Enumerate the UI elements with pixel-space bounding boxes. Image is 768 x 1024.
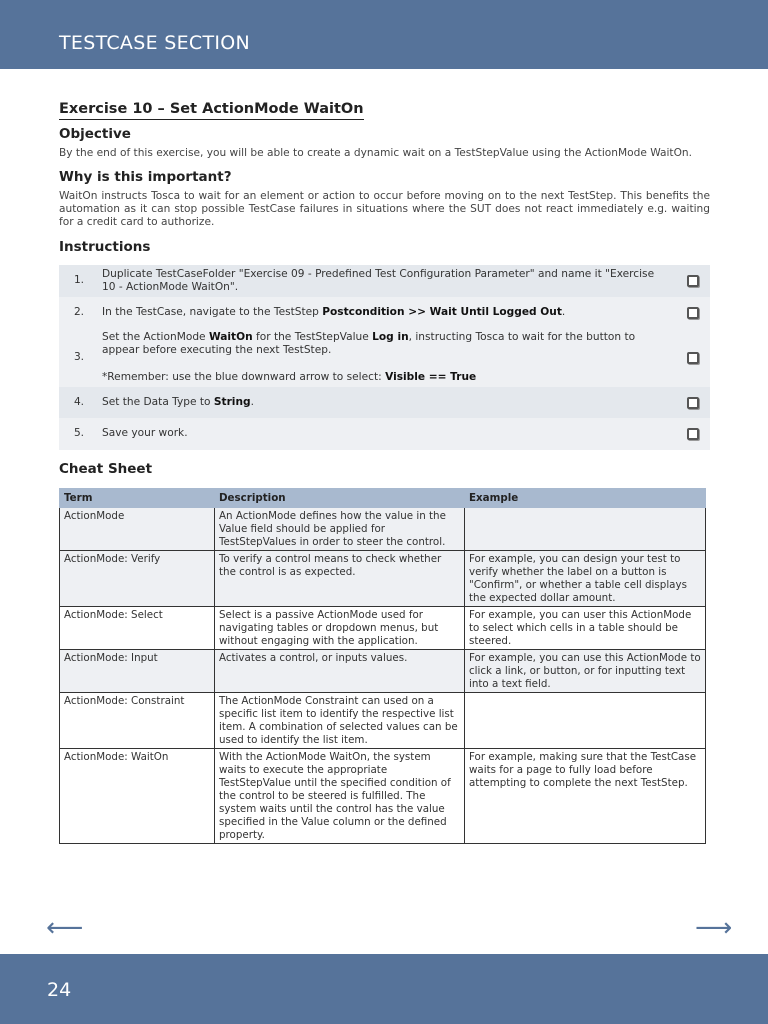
step-number: 1. — [73, 274, 85, 287]
table-row — [60, 650, 706, 693]
exercise-title: Exercise 10 – Set ActionMode WaitOn — [59, 99, 364, 120]
checkbox[interactable] — [687, 397, 699, 409]
instruction-step — [59, 328, 710, 387]
table-row — [60, 551, 706, 607]
instruction-step — [59, 387, 710, 418]
objective-text: By the end of this exercise, you will be able to create a dynamic wait on a TestStepValue using the ActionMode WaitOn. — [59, 147, 693, 159]
step-number: 3. — [73, 350, 85, 363]
term-cell: ActionMode: Verify — [60, 551, 215, 607]
example-cell: For example, making sure that the TestCase waits for a page to fully load before attempting to complete the next TestStep. — [465, 749, 706, 844]
instruction-step — [59, 297, 710, 328]
table-row — [60, 693, 706, 749]
example-cell: For example, you can use this ActionMode to click a link, or button, or for inputting text into a text field. — [465, 650, 706, 693]
step-text — [99, 396, 669, 409]
step-note — [102, 371, 669, 384]
table-row — [60, 508, 706, 551]
page-number: 24 — [47, 979, 72, 1001]
objective-heading: Objective — [59, 126, 131, 142]
term-cell: ActionMode: Select — [60, 607, 215, 650]
cheat-sheet-table — [59, 488, 706, 844]
step-number: 5. — [73, 427, 85, 440]
example-cell — [465, 693, 706, 749]
cheat-sheet-heading: Cheat Sheet — [59, 461, 153, 477]
step-text — [99, 306, 669, 319]
checkbox[interactable] — [687, 275, 699, 287]
step-text-segment: Save your work. — [102, 427, 188, 440]
step-text-segment: In the TestCase, navigate to the TestStep — [102, 305, 323, 318]
description-cell: To verify a control means to check whether the control is as expected. — [215, 551, 465, 607]
instruction-step — [59, 265, 710, 297]
step-text-segment: for the TestStepValue — [252, 331, 373, 344]
footer-bar — [0, 954, 768, 1024]
step-text — [102, 331, 669, 357]
step-text — [99, 427, 669, 440]
step-text-bold: Visible == True — [385, 370, 477, 383]
next-page-arrow-icon[interactable]: ⟶ — [695, 913, 733, 943]
why-heading: Why is this important? — [59, 169, 232, 185]
step-text-segment: . — [250, 395, 254, 408]
why-text: WaitOn instructs Tosca to wait for an element or action to occur before moving on to the next TestStep. This benefits the automation as it can stop possible TestCase failures in situations where the SUT does not react immediately e.g. waiting for a credit card to authorize. — [59, 190, 710, 229]
description-cell: Select is a passive ActionMode used for navigating tables or dropdown menus, but without engaging with the application. — [215, 607, 465, 650]
table-row — [60, 749, 706, 844]
step-text — [99, 268, 669, 294]
example-cell: For example, you can user this ActionMode to select which cells in a table should be steered. — [465, 607, 706, 650]
column-header-example: Example — [465, 489, 706, 508]
instructions-heading: Instructions — [59, 239, 151, 255]
table-header-row — [60, 489, 706, 508]
column-header-description: Description — [215, 489, 465, 508]
description-cell: Activates a control, or inputs values. — [215, 650, 465, 693]
step-text-bold: Log in — [372, 331, 409, 344]
description-cell: An ActionMode defines how the value in the Value field should be applied for TestStepValues in order to steer the control. — [215, 508, 465, 551]
step-text-segment: , instructing Tosca to wait for the button to appear before executing the next TestStep. — [102, 331, 636, 357]
checkbox[interactable] — [687, 352, 699, 364]
step-text-segment: . — [561, 305, 566, 318]
checkbox[interactable] — [687, 428, 699, 440]
description-cell: The ActionMode Constraint can used on a specific list item to identify the respective list item. A combination of selected values can be used to identify the list item. — [215, 693, 465, 749]
step-text-bold: WaitOn — [208, 331, 253, 344]
description-cell: With the ActionMode WaitOn, the system waits to execute the appropriate TestStepValue until the specified condition of the control to be steered is fulfilled. The system waits until the control has the value specified in the Value column or the defined property. — [215, 749, 465, 844]
previous-page-arrow-icon[interactable]: ⟵ — [46, 913, 84, 943]
section-title: TESTCASE SECTION — [59, 32, 251, 54]
term-cell: ActionMode — [60, 508, 215, 551]
term-cell: ActionMode: Constraint — [60, 693, 215, 749]
step-number: 4. — [73, 395, 85, 408]
example-cell: For example, you can design your test to verify whether the label on a button is "Confirm", or whether a table cell displays the expected dollar amount. — [465, 551, 706, 607]
step-number: 2. — [73, 305, 85, 318]
table-row — [60, 607, 706, 650]
step-text-segment: Set the Data Type to — [102, 395, 214, 408]
step-text-segment: Set the ActionMode — [102, 331, 209, 344]
term-cell: ActionMode: WaitOn — [60, 749, 215, 844]
step-text-bold: String — [213, 395, 251, 408]
step-text-segment: Duplicate TestCaseFolder "Exercise 09 - Predefined Test Configuration Parameter" and name it "Exercise 10 - ActionMode WaitOn". — [102, 267, 655, 293]
checkbox[interactable] — [687, 307, 699, 319]
header-bar — [0, 0, 768, 69]
instruction-step — [59, 418, 710, 450]
step-text-segment: *Remember: use the blue downward arrow to select: — [102, 370, 386, 383]
term-cell: ActionMode: Input — [60, 650, 215, 693]
step-text-bold: Postcondition >> Wait Until Logged Out — [322, 305, 562, 318]
example-cell — [465, 508, 706, 551]
instructions-list — [59, 265, 710, 450]
column-header-term: Term — [60, 489, 215, 508]
